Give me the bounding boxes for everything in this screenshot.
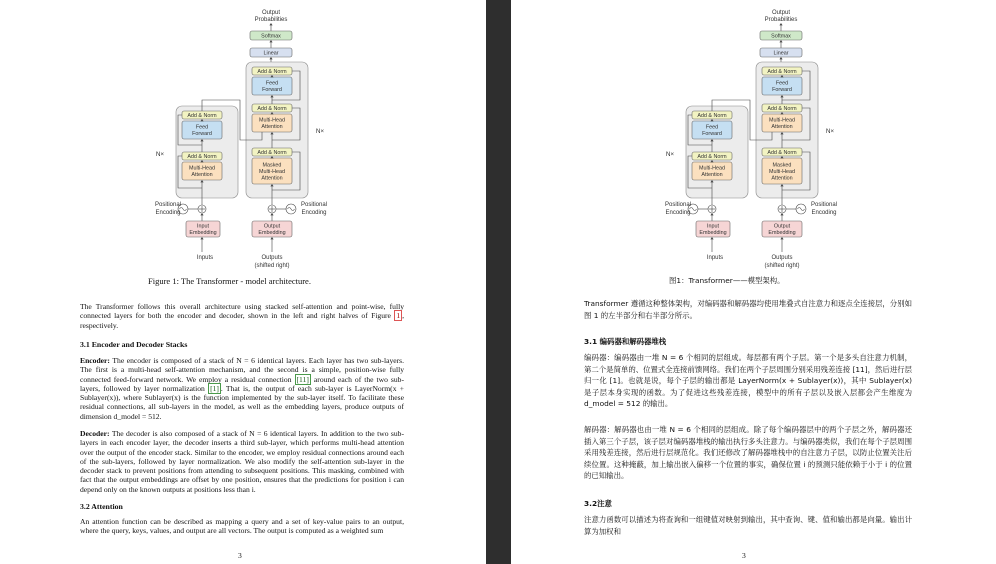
softmax-box-label-0: Softmax xyxy=(261,33,281,40)
inputs-label: Inputs xyxy=(196,255,214,261)
encoder-text-c: . That is, the output of each sub-layer is LayerNorm(x + Sublayer(x)), where Sublayer(x) is the function implemented by the sub-layer itself. To facilitate these residual connections, all sub-layers in the model, as well as the embedding layers, produce outputs of dimension d_model = 512. xyxy=(80,383,404,421)
decoder-masked-attention-label-1: Multi-Head xyxy=(258,168,286,175)
encoder-self-attention-label-1: Attention xyxy=(191,172,213,179)
encoder-self-attention-label-0: Multi-Head xyxy=(188,165,216,172)
enc-arrow-emb-head xyxy=(710,213,713,215)
page-english xyxy=(0,0,486,564)
architecture-diagram-zh xyxy=(511,0,996,275)
section-3-1-heading: 3.1 Encoder and Decoder Stacks xyxy=(80,340,188,349)
encoder-text-b: around each of the two sub-layers, followed by layer normalization xyxy=(80,374,405,393)
encoder-nx-label: N× xyxy=(155,151,165,158)
page-number: 3 xyxy=(238,551,242,560)
decoder-cross-attention-label-0: Multi-Head xyxy=(768,117,796,124)
section-3-2-heading-zh: 3.2注意 xyxy=(584,499,612,508)
decoder-nx-label: N× xyxy=(825,128,835,135)
dec-arrow-outputs-head xyxy=(270,237,273,239)
arrow-stack-linear-head xyxy=(269,57,272,59)
encoder-add-norm-1-label-0: Add & Norm xyxy=(187,153,217,160)
decoder-positional-label-1: Positional xyxy=(810,202,838,208)
output-embedding-box-label-0: Output xyxy=(773,223,791,230)
encoder-self-attention-label-0: Multi-Head xyxy=(698,165,726,172)
arrow-softmax-out-head xyxy=(269,23,272,25)
intro-paragraph xyxy=(80,302,404,330)
encoder-label: Encoder: xyxy=(80,356,110,365)
intro-paragraph-zh: Transformer 遵循这种整体架构，对编码器和解码器均使用堆叠式自注意力和逐点全连接层，分别如图 1 的左半部分和右半部分所示。 xyxy=(584,299,912,320)
output-probabilities-label-1: Output xyxy=(261,10,281,16)
page-number-zh: 3 xyxy=(742,551,746,560)
encoder-positional-label-2: Encoding xyxy=(665,210,691,216)
page-gutter xyxy=(486,0,511,564)
softmax-box-label-0: Softmax xyxy=(771,33,791,40)
decoder-masked-attention-label-0: Masked xyxy=(772,162,792,169)
decoder-feed-forward-label-0: Feed xyxy=(265,80,279,87)
decoder-add-norm-1-label-0: Add & Norm xyxy=(767,149,797,156)
encoder-positional-label-1: Positional xyxy=(154,202,182,208)
input-embedding-box-label-1: Embedding xyxy=(699,230,727,237)
encoder-add-norm-2-label-0: Add & Norm xyxy=(187,112,217,119)
output-probabilities-label-2: Probabilities xyxy=(764,17,798,23)
decoder-add-norm-3-label-0: Add & Norm xyxy=(767,68,797,75)
dec-arrow-emb-head xyxy=(780,213,783,215)
encoder-add-norm-1-label-0: Add & Norm xyxy=(697,153,727,160)
output-embedding-box-label-1: Embedding xyxy=(768,230,796,237)
encoder-positional-label-2: Encoding xyxy=(155,210,181,216)
figure-ref-link[interactable]: 1 xyxy=(396,311,401,321)
decoder-paragraph-zh: 解码器：解码器也由一堆 N = 6 个相同的层组成。除了每个编码器层中的两个子层之外，解码器还插入第三个子层，该子层对编码器堆栈的输出执行多头注意力。与编码器类似，我们在每个子层周围采用残差连接，然后进行层规范化。我们还修改了解码器堆栈中的自注意力子层，以防止位置关注后续位置。这种掩蔽，加上输出嵌入偏移一个位置的事实，确保位置 i 的预测只能依赖于小于 i 的位置的已知输出。 xyxy=(584,425,912,481)
citation-1-link[interactable]: [1] xyxy=(210,383,219,393)
citation-11-link[interactable]: [11] xyxy=(296,374,309,384)
output-probabilities-label-1: Output xyxy=(771,10,791,16)
encoder-feed-forward-label-1: Forward xyxy=(192,131,212,138)
encoder-paragraph xyxy=(80,356,404,421)
decoder-paragraph xyxy=(80,429,404,494)
encoder-nx-label: N× xyxy=(665,151,675,158)
outputs-label-2: (shifted right) xyxy=(254,263,290,269)
transformer-figure-right xyxy=(511,0,996,275)
encoder-feed-forward-label-0: Feed xyxy=(705,124,719,131)
decoder-masked-attention-label-0: Masked xyxy=(262,162,282,169)
decoder-cross-attention-label-1: Attention xyxy=(771,124,793,131)
architecture-diagram xyxy=(0,0,486,275)
dec-arrow-emb-head xyxy=(270,213,273,215)
linear-box-label-0: Linear xyxy=(263,50,279,57)
inputs-label: Inputs xyxy=(706,255,724,261)
encoder-positional-label-1: Positional xyxy=(664,202,692,208)
attention-paragraph: An attention function can be described as mapping a query and a set of key-value pairs to an output, where the query, keys, values, and output are all vectors. The output is computed as a weighted sum xyxy=(80,517,404,536)
attention-paragraph-zh: 注意力函数可以描述为将查询和一组键值对映射到输出，其中查询、键、值和输出都是向量。输出计算为加权和 xyxy=(584,515,912,536)
encoder-feed-forward-label-0: Feed xyxy=(195,124,209,131)
input-embedding-box-label-1: Embedding xyxy=(189,230,217,237)
enc-arrow-inputs-head xyxy=(710,237,713,239)
section-3-2-heading: 3.2 Attention xyxy=(80,502,123,511)
arrow-stack-linear-head xyxy=(779,57,782,59)
linear-box-label-0: Linear xyxy=(773,50,789,57)
decoder-nx-label: N× xyxy=(315,128,325,135)
decoder-feed-forward-label-1: Forward xyxy=(262,87,282,94)
input-embedding-box-label-0: Input xyxy=(197,223,209,230)
outputs-label-1: Outputs xyxy=(771,255,793,261)
decoder-feed-forward-label-0: Feed xyxy=(775,80,789,87)
enc-arrow-emb-head xyxy=(200,213,203,215)
encoder-feed-forward-label-1: Forward xyxy=(702,131,722,138)
encoder-paragraph-zh: 编码器：编码器由一堆 N = 6 个相同的层组成。每层都有两个子层。第一个是多头自注意力机制，第二个是简单的、位置式全连接前馈网络。我们在两个子层周围分别采用残差连接 [11]，然后进行层归一化 [1]。也就是说，每个子层的输出都是 LayerNorm(x + Sublayer(x))，其中 Sublayer(x) 是子层本身实现的函数。为了促进这些残差连接，模型中的所有子层以及嵌入层都会产生维度为 d_model = 512 的输出。 xyxy=(584,353,912,409)
decoder-positional-label-2: Encoding xyxy=(301,210,327,216)
decoder-positional-label-1: Positional xyxy=(300,202,328,208)
arrow-linear-softmax-head xyxy=(269,40,272,42)
intro-text: The Transformer follows this overall architecture using stacked self-attention and point-wise, fully connected layers for both the encoder and decoder, shown in the left and right halves of Figure xyxy=(80,302,404,321)
dec-arrow-outputs-head xyxy=(780,237,783,239)
page-chinese xyxy=(511,0,996,564)
decoder-positional-label-2: Encoding xyxy=(811,210,837,216)
decoder-masked-attention-label-2: Attention xyxy=(771,175,793,182)
transformer-figure-left xyxy=(0,0,486,275)
decoder-add-norm-1-label-0: Add & Norm xyxy=(257,149,287,156)
outputs-label-2: (shifted right) xyxy=(764,263,800,269)
arrow-linear-softmax-head xyxy=(779,40,782,42)
output-embedding-box-label-1: Embedding xyxy=(258,230,286,237)
encoder-self-attention-label-1: Attention xyxy=(701,172,723,179)
encoder-add-norm-2-label-0: Add & Norm xyxy=(697,112,727,119)
outputs-label-1: Outputs xyxy=(261,255,283,261)
figure-caption-zh: 图1：Transformer——模型架构。 xyxy=(669,276,785,285)
intro-end: , respectively. xyxy=(80,311,405,330)
section-3-1-heading-zh: 3.1 编码器和解码器堆栈 xyxy=(584,337,667,346)
output-probabilities-label-2: Probabilities xyxy=(254,17,288,23)
decoder-cross-attention-label-0: Multi-Head xyxy=(258,117,286,124)
decoder-add-norm-2-label-0: Add & Norm xyxy=(767,105,797,112)
decoder-cross-attention-label-1: Attention xyxy=(261,124,283,131)
decoder-masked-attention-label-2: Attention xyxy=(261,175,283,182)
decoder-masked-attention-label-1: Multi-Head xyxy=(768,168,796,175)
decoder-feed-forward-label-1: Forward xyxy=(772,87,792,94)
figure-caption: Figure 1: The Transformer - model architecture. xyxy=(148,276,311,286)
encoder-text-a: The encoder is composed of a stack of N = 6 identical layers. Each layer has two sub-layers. The first is a multi-head self-attention mechanism, and the second is a simple, position-wise fully connected feed-forward network. We employ a residual connection xyxy=(80,356,404,384)
input-embedding-box-label-0: Input xyxy=(707,223,719,230)
decoder-text: The decoder is also composed of a stack of N = 6 identical layers. In addition to the two sub-layers in each encoder layer, the decoder inserts a third sub-layer, which performs multi-head attention over the output of the encoder stack. Similar to the encoder, we employ residual connections around each of the sub-layers, followed by layer normalization. We also modify the self-attention sub-layer in the decoder stack to prevent positions from attending to subsequent positions. This masking, combined with fact that the output embeddings are offset by one position, ensures that the predictions for position i can depend only on the known outputs at positions less than i. xyxy=(80,429,404,494)
decoder-label: Decoder: xyxy=(80,429,110,438)
enc-arrow-inputs-head xyxy=(200,237,203,239)
arrow-softmax-out-head xyxy=(779,23,782,25)
output-embedding-box-label-0: Output xyxy=(263,223,281,230)
decoder-add-norm-3-label-0: Add & Norm xyxy=(257,68,287,75)
decoder-add-norm-2-label-0: Add & Norm xyxy=(257,105,287,112)
